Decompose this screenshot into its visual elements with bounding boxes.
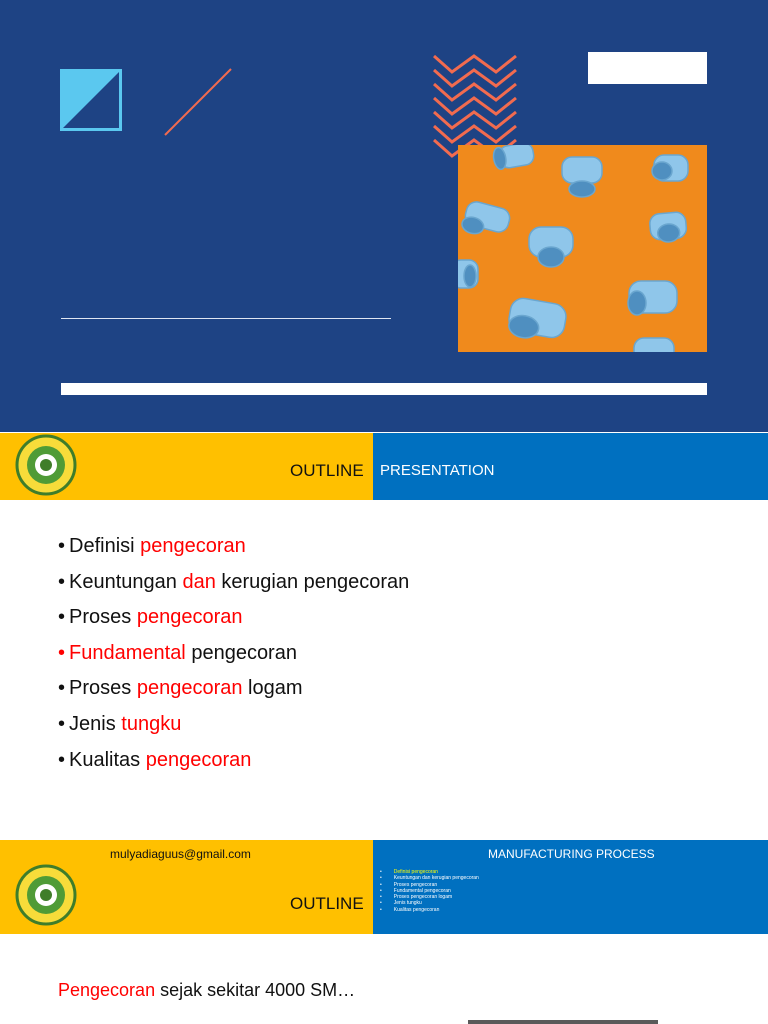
- outline-item-text: pengecoran: [136, 606, 243, 629]
- mini-outline-item: [380, 907, 479, 913]
- outline-item-text: logam: [242, 677, 303, 700]
- outline-item-text: pengecoran: [145, 748, 252, 771]
- bullet-dot: •: [380, 869, 382, 875]
- bullet-dot: •: [58, 606, 66, 629]
- mini-outline-text: Keuntungan dan kerugian pengecoran: [393, 875, 479, 882]
- outline-item-text: dan: [182, 570, 216, 593]
- outline-item-text: Definisi: [69, 535, 141, 557]
- intro-rest: sejak sekitar 4000 SM…: [155, 980, 356, 1000]
- bullet-dot: •: [58, 748, 66, 771]
- bullet-dot: •: [58, 535, 66, 557]
- outline-item-text: Keuntungan: [69, 570, 183, 593]
- outline-item: [58, 748, 409, 784]
- coral-slash-line: [163, 68, 233, 136]
- author-email: mulyadiaguus@gmail.com: [110, 847, 251, 861]
- course-title: MANUFACTURING PROCESS: [488, 847, 655, 861]
- outline-item-text: Proses: [69, 606, 137, 629]
- outline-item: [58, 605, 409, 641]
- outline-item-text: kerugian pengecoran: [215, 570, 410, 593]
- outline-item-text: pengecoran: [185, 641, 297, 664]
- bullet-dot: •: [58, 570, 66, 593]
- outline-item-text: tungku: [121, 712, 182, 735]
- mini-outline-text: Jenis tungku: [393, 900, 422, 907]
- mini-outline-text: Proses pengecoran: [393, 881, 438, 888]
- title-placeholder-box: [588, 52, 707, 84]
- bullet-dot: •: [380, 894, 382, 901]
- university-seal-logo: [12, 433, 80, 497]
- title-underline: [61, 318, 391, 319]
- mini-outline-text: Definisi pengecoran: [393, 869, 438, 875]
- historical-photo: [468, 1020, 658, 1024]
- outline-bullet-list: [58, 534, 409, 783]
- intro-sentence: [58, 980, 355, 1001]
- footer-bar: [61, 383, 707, 395]
- presentation-heading: PRESENTATION: [380, 462, 495, 479]
- bullet-dot: •: [380, 881, 382, 888]
- bullet-dot: •: [380, 900, 382, 907]
- outline-item: [58, 641, 409, 677]
- outline-item-text: Fundamental: [69, 641, 186, 664]
- bullet-dot: •: [58, 712, 66, 735]
- outline-heading: OUTLINE: [290, 461, 364, 480]
- outline-heading: OUTLINE: [290, 894, 364, 913]
- title-slide: [0, 0, 768, 432]
- pipe-fittings-image: [458, 145, 707, 352]
- content-slide: [0, 840, 768, 1024]
- bullet-dot: •: [58, 677, 66, 700]
- outline-item-text: pengecoran: [140, 535, 246, 557]
- intro-keyword: Pengecoran: [58, 980, 156, 1000]
- university-seal-logo: [12, 863, 80, 927]
- bullet-dot: •: [58, 641, 66, 664]
- bullet-dot: •: [380, 875, 382, 882]
- pipe-fittings-photo: [458, 145, 707, 352]
- mini-outline-text: Kualitas pengecoran: [393, 906, 440, 913]
- mini-outline-text: Proses pengecoran logam: [393, 894, 453, 901]
- diagonal-triangle-icon: [63, 72, 119, 128]
- bullet-dot: •: [380, 906, 382, 913]
- outline-item-text: Proses: [69, 677, 137, 700]
- outline-item-text: Jenis: [69, 712, 122, 735]
- outline-item: [58, 676, 409, 712]
- outline-slide: [0, 433, 768, 824]
- outline-item-text: pengecoran: [136, 677, 243, 700]
- outline-item: [58, 712, 409, 748]
- outline-mini-list: [380, 869, 479, 913]
- mini-outline-text: Fundamental pengecoran: [393, 887, 451, 894]
- outline-item: [58, 570, 409, 606]
- chevron-pattern: [430, 52, 520, 160]
- outline-item: [58, 534, 409, 570]
- outline-item-text: Kualitas: [69, 748, 146, 771]
- bullet-dot: •: [380, 887, 382, 894]
- cyan-square-logo: [60, 69, 122, 131]
